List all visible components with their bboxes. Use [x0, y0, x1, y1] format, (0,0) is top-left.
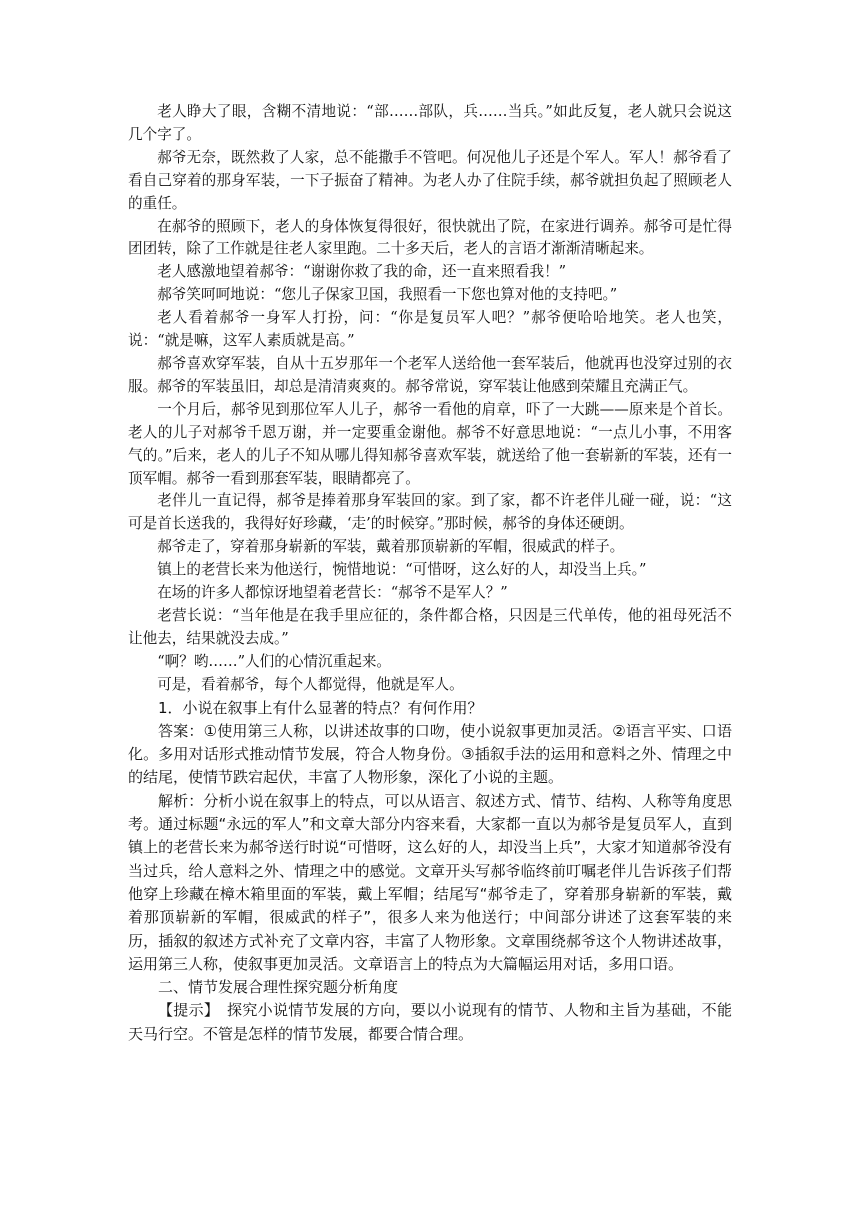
document-page [128, 101, 732, 1046]
analysis-text: 解析：分析小说在叙事上的特点，可以从语言、叙述方式、情节、结构、人称等角度思考。通过标题“永远的军人”和文章大部分内容来看，大家都一直以为郝爷是复员军人，直到镇上的老营长来为郝爷送行时说“可惜呀，这么好的人，却没当上兵”，大家才知道郝爷没有当过兵，给人意料之外、情理之中的感觉。文章开头写郝爷临终前叮嘱老伴儿告诉孩子们帮他穿上珍藏在樟木箱里面的军装，戴上军帽；结尾写“郝爷走了，穿着那身崭新的军装，戴着那顶崭新的军帽，很威武的样子”，很多人来为他送行；中间部分讲述了这套军装的来历，插叙的叙述方式补充了文章内容，丰富了人物形象。文章围绕郝爷这个人物讲述故事，运用第三人称，使叙事更加灵活。文章语言上的特点为大篇幅运用对话，多用口语。 [128, 791, 732, 973]
story-paragraph: 郝爷走了，穿着那身崭新的军装，戴着那顶崭新的军帽，很威武的样子。 [157, 538, 625, 556]
answer-text: 答案：①使用第三人称，以讲述故事的口吻，使小说叙事更加灵活。②语言平实、口语化。多用对话形式推动情节发展，符合人物身份。③插叙手法的运用和意料之外、情理之中的结尾，使情节跌宕起伏，丰富了人物形象，深化了小说的主题。 [128, 721, 732, 787]
story-paragraph: 老人看着郝爷一身军人打扮，问：“你是复员军人吧？”郝爷便哈哈地笑。老人也笑，说：“就是嘛，这军人素质就是高。” [128, 309, 732, 350]
story-paragraph: 老人睁大了眼，含糊不清地说：“部……部队，兵……当兵。”如此反复，老人就只会说这几个字了。 [128, 103, 732, 143]
story-paragraph: 郝爷喜欢穿军装，自从十五岁那年一个老军人送给他一套军装后，他就再也没穿过别的衣服。郝爷的军装虽旧，却总是清清爽爽的。郝爷常说，穿军装让他感到荣耀且充满正气。 [128, 354, 732, 395]
story-paragraph: 一个月后，郝爷见到那位军人儿子，郝爷一看他的肩章，吓了一大跳——原来是个首长。老人的儿子对郝爷千恩万谢，并一定要重金谢他。郝爷不好意思地说：“一点儿小事，不用客气的。”后来，老人的儿子不知从哪儿得知郝爷喜欢军装，就送给了他一套崭新的军装，还有一顶军帽。郝爷一看到那套军装，眼睛都亮了。 [128, 400, 732, 487]
question-text: 1．小说在叙事上有什么显著的特点？有何作用？ [158, 698, 483, 717]
story-paragraph: 在场的许多人都惊讶地望着老营长：“郝爷不是军人？” [157, 584, 508, 602]
tip-text: 探究小说情节发展的方向，要以小说现有的情节、人物和主旨为基础，不能天马行空。不管是怎样的情节发展，都要合情合理。 [128, 1001, 732, 1043]
story-paragraph: 可是，看着郝爷，每个人都觉得，他就是军人。 [157, 675, 464, 693]
story-paragraph: 郝爷无奈，既然救了人家，总不能撒手不管吧。何况他儿子还是个军人。军人！郝爷看了看自己穿着的那身军装，一下子振奋了精神。为老人办了住院手续，郝爷就担负起了照顾老人的重任。 [128, 148, 732, 212]
story-paragraph: 镇上的老营长来为他送行，惋惜地说：“可惜呀，这么好的人，却没当上兵。” [157, 561, 647, 579]
question-section [128, 697, 732, 1046]
story-paragraph: 老营长说：“当年他是在我手里应征的，条件都合格，只因是三代单传，他的祖母死活不让他去，结果就没去成。” [128, 606, 732, 647]
story-paragraph: 郝爷笑呵呵地说：“您儿子保家卫国，我照看一下您也算对他的支持吧。” [157, 286, 618, 304]
story-text [128, 101, 732, 697]
story-paragraph: 在郝爷的照顾下，老人的身体恢复得很好，很快就出了院，在家进行调养。郝爷可是忙得团团转，除了工作就是往老人家里跑。二十多天后，老人的言语才渐渐清晰起来。 [128, 217, 732, 258]
tip-paragraph [128, 999, 732, 1046]
tip-label: 【提示】 [158, 1001, 212, 1020]
section-heading: 二、情节发展合理性探究题分析角度 [158, 978, 399, 997]
story-paragraph: “啊？哟……”人们的心情沉重起来。 [157, 652, 392, 670]
story-paragraph: 老人感激地望着郝爷：“谢谢你救了我的命，还一直来照看我！” [157, 263, 567, 281]
story-paragraph: 老伴儿一直记得，郝爷是捧着那身军装回的家。到了家，都不许老伴儿碰一碰，说：“这可是首长送我的，我得好好珍藏，‘走’的时候穿。”那时候，郝爷的身体还硬朗。 [128, 492, 732, 533]
